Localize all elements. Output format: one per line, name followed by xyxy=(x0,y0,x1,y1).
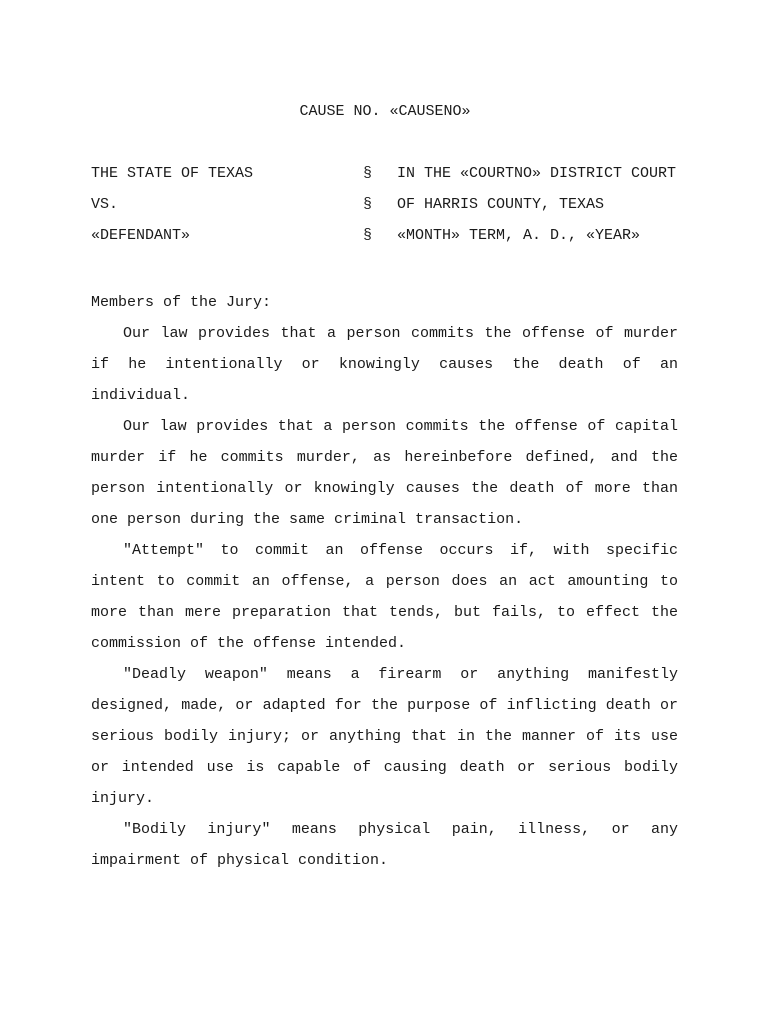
paragraph-capital-murder-definition: Our law provides that a person commits the offense of capital murder if he commits murder, as hereinbefore defined, and the person intentionally or knowingly causes the death of more than one person during the same criminal transaction. xyxy=(91,418,678,528)
caption-party: THE STATE OF TEXAS xyxy=(91,165,254,182)
paragraph-attempt-definition: "Attempt" to commit an offense occurs if, with specific intent to commit an offense, a person does an act amounting to more than mere preparation that tends, but fails, to effect the commission of the offense intended. xyxy=(91,542,678,652)
caption-court: «MONTH» TERM, A. D., «YEAR» xyxy=(397,227,641,244)
caption-court: IN THE «COURTNO» DISTRICT COURT xyxy=(397,165,677,182)
caption-row xyxy=(91,195,681,226)
case-caption xyxy=(91,164,681,257)
paragraph-bodily-injury-definition: "Bodily injury" means physical pain, illness, or any impairment of physical condition. xyxy=(91,821,678,869)
salutation: Members of the Jury: xyxy=(91,294,272,311)
caption-party: «DEFENDANT» xyxy=(91,227,191,244)
caption-row xyxy=(91,164,681,195)
section-symbol: § xyxy=(363,227,373,244)
caption-party: VS. xyxy=(91,196,119,213)
caption-row xyxy=(91,226,681,257)
section-symbol: § xyxy=(363,196,373,213)
paragraph-murder-definition: Our law provides that a person commits the offense of murder if he intentionally or knowingly causes the death of an individual. xyxy=(91,325,678,404)
jury-charge-body xyxy=(91,287,678,876)
section-symbol: § xyxy=(363,165,373,182)
paragraph-deadly-weapon-definition: "Deadly weapon" means a firearm or anything manifestly designed, made, or adapted for the purpose of inflicting death or serious bodily injury; or anything that in the manner of its use or intended use is capable of causing death or serious bodily injury. xyxy=(91,666,678,807)
cause-number-heading: CAUSE NO. «CAUSENO» xyxy=(299,103,471,120)
caption-court: OF HARRIS COUNTY, TEXAS xyxy=(397,196,605,213)
